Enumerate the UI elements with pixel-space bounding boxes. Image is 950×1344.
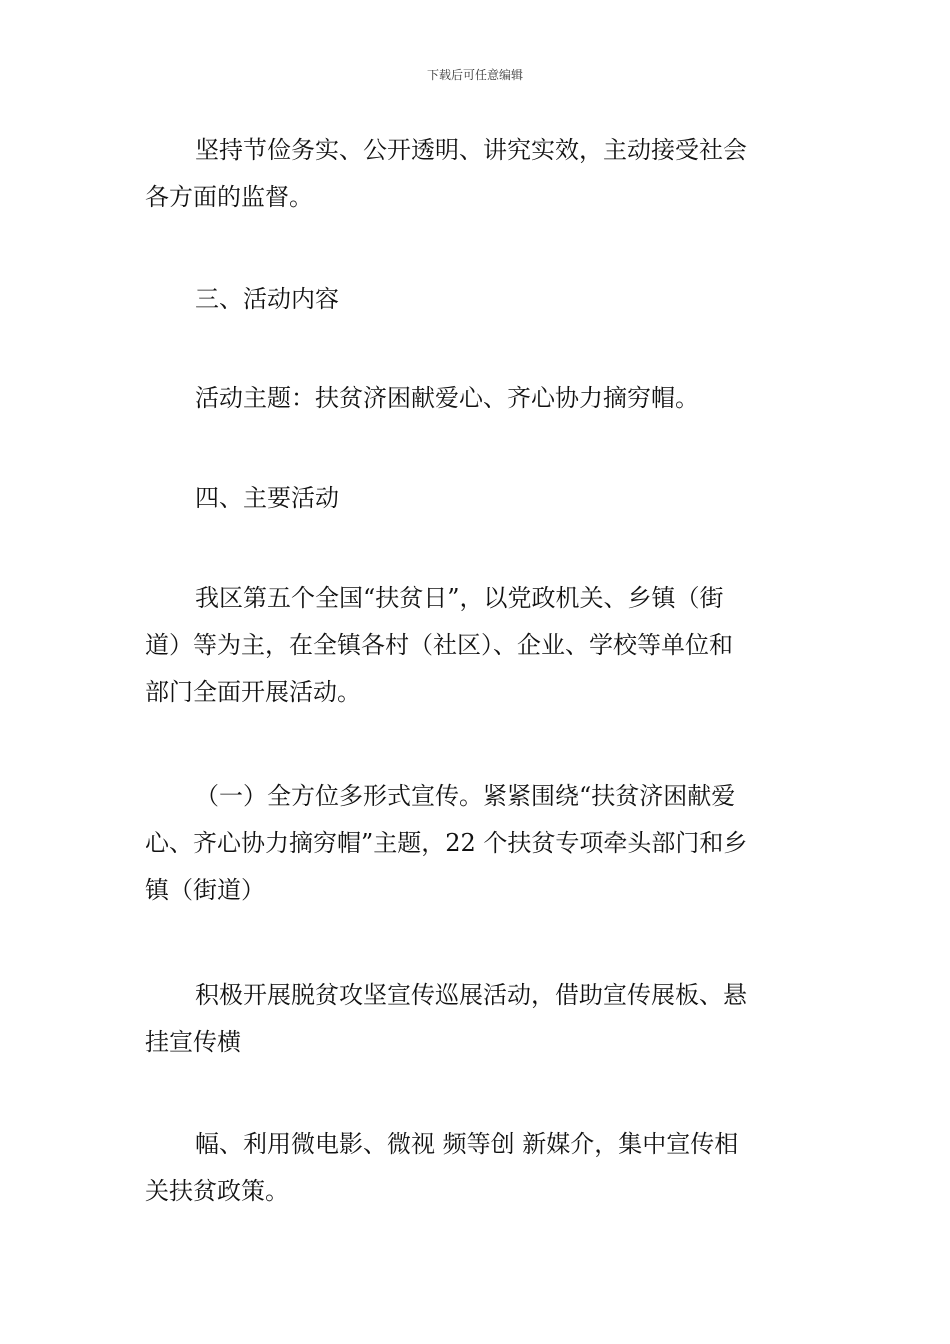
paragraph-line: （一）全方位多形式宣传。紧紧围绕“扶贫济困献爱 xyxy=(195,782,736,810)
paragraph-6 xyxy=(145,773,810,914)
paragraph-8 xyxy=(145,1121,810,1215)
paragraph-line: 挂宣传横 xyxy=(145,1028,241,1056)
paragraph-5 xyxy=(145,575,810,716)
paragraph-line: 关扶贫政策。 xyxy=(145,1177,289,1205)
paragraph-line: 镇（街道） xyxy=(145,876,265,904)
section-heading-4 xyxy=(145,475,810,522)
paragraph-line: 四、主要活动 xyxy=(195,484,339,512)
paragraph-line: 我区第五个全国“扶贫日”，以党政机关、乡镇（街 xyxy=(195,584,724,612)
paragraph-line: 心、齐心协力摘穷帽”主题，22 个扶贫专项牵头部门和乡 xyxy=(145,829,748,857)
section-heading-3 xyxy=(145,276,810,323)
page-header: 下载后可任意编辑 xyxy=(426,68,523,82)
paragraph-line: 幅、利用微电影、微视 频等创 新媒介，集中宣传相 xyxy=(195,1130,739,1158)
paragraph-line: 坚持节俭务实、公开透明、讲究实效，主动接受社会 xyxy=(195,136,747,164)
paragraph-1 xyxy=(145,127,810,221)
paragraph-7 xyxy=(145,972,810,1066)
activity-theme xyxy=(145,375,810,422)
paragraph-line: 三、活动内容 xyxy=(195,285,339,313)
paragraph-line: 部门全面开展活动。 xyxy=(145,678,361,706)
paragraph-line: 各方面的监督。 xyxy=(145,183,313,211)
paragraph-line: 积极开展脱贫攻坚宣传巡展活动，借助宣传展板、悬 xyxy=(195,981,747,1009)
paragraph-line: 道）等为主，在全镇各村（社区）、企业、学校等单位和 xyxy=(145,631,733,659)
paragraph-line: 活动主题：扶贫济困献爱心、齐心协力摘穷帽。 xyxy=(195,384,699,412)
